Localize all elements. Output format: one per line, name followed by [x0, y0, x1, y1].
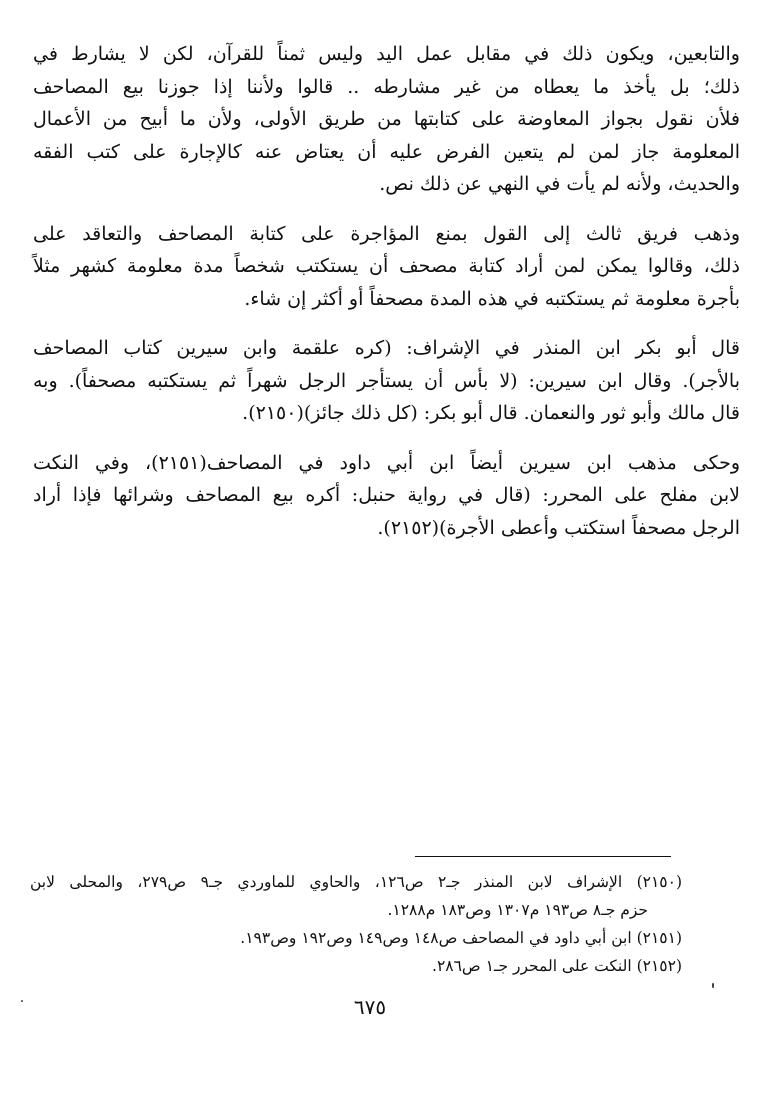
scan-speck: [21, 1000, 23, 1002]
text-line: المعلومة جاز لمن لم يتعين الفرض عليه أن يعتاض عنه كالإجارة على كتب الفقه: [33, 140, 740, 163]
text-line: وحكى مذهب ابن سيرين أيضاً ابن أبي داود في المصاحف(٢١٥١)، وفي النكت: [33, 451, 741, 474]
paragraph-1: [33, 38, 740, 201]
text-line: قال أبو بكر ابن المنذر في الإشراف: (كره علقمة وابن سيرين كتاب المصاحف: [33, 337, 740, 359]
text-line: ذلك، وقالوا يمكن لمن أراد كتابة مصحف أن يستكتب شخصاً مدة معلومة كشهر مثلاً: [33, 255, 740, 277]
scan-speck: [712, 983, 714, 988]
text-line: لابن مفلح على المحرر: (قال في رواية حنبل: أكره بيع المصاحف وشرائها فإذا أراد: [33, 484, 740, 506]
text-line: بأجرة معلومة ثم يستكتبه في هذه المدة مصحفاً أو أكثر إن شاء.: [244, 287, 740, 310]
text-line: وذهب فريق ثالث إلى القول بمنع المؤاجرة على كتابة المصاحف والتعاقد على: [33, 222, 740, 245]
footnote-separator: [415, 856, 671, 857]
footnote-2152: [30, 952, 682, 980]
main-text: [33, 38, 740, 561]
footnote-line: (٢١٥٢) النكت على المحرر جـ١ ص٢٨٦.: [432, 957, 682, 975]
footnotes: [30, 868, 682, 980]
text-line: والحديث، ولأنه لم يأت في النهي عن ذلك نص.: [379, 173, 740, 195]
text-line: الرجل مصحفاً استكتب وأعطى الأجرة)(٢١٥٢).: [377, 516, 740, 539]
page-number: ٦٧٥: [353, 995, 387, 1019]
footnote-2150: [30, 868, 682, 924]
text-line: قال مالك وأبو ثور والنعمان. قال أبو بكر: (كل ذلك جائز)(٢١٥٠).: [242, 402, 740, 424]
text-line: فلأن نقول بجواز المعاوضة على كتابتها من طريق الأولى، ولأن ما أبيح من الأعمال: [33, 108, 740, 130]
paragraph-4: [33, 447, 740, 545]
text-line: ذلك؛ بل يأخذ ما يعطاه من غير مشارطه .. قالوا ولأننا إذا جوزنا بيع المصاحف: [33, 75, 740, 98]
text-line: والتابعين، ويكون ذلك في مقابل عمل اليد وليس ثمناً للقرآن، لكن لا يشارط في: [33, 43, 740, 65]
paragraph-3: [33, 332, 740, 430]
footnote-line: (٢١٥٠) الإشراف لابن المنذر جـ٢ ص١٢٦، والحاوي للماوردي جـ٩ ص٢٧٩، والمحلى لابن: [30, 873, 683, 891]
footnote-line: حزم جـ٨ ص١٩٣ م١٣٠٧ وص١٨٣ م١٢٨٨.: [387, 901, 648, 919]
footnote-2151: [30, 924, 682, 952]
paragraph-2: [33, 218, 740, 316]
footnote-line: (٢١٥١) ابن أبي داود في المصاحف ص١٤٨ وص١٤٩ وص١٩٢ وص١٩٣.: [240, 929, 682, 947]
text-line: بالأجر). وقال ابن سيرين: (لا بأس أن يستأجر الرجل شهراً ثم يستكتبه مصحفاً). وبه: [33, 369, 740, 392]
